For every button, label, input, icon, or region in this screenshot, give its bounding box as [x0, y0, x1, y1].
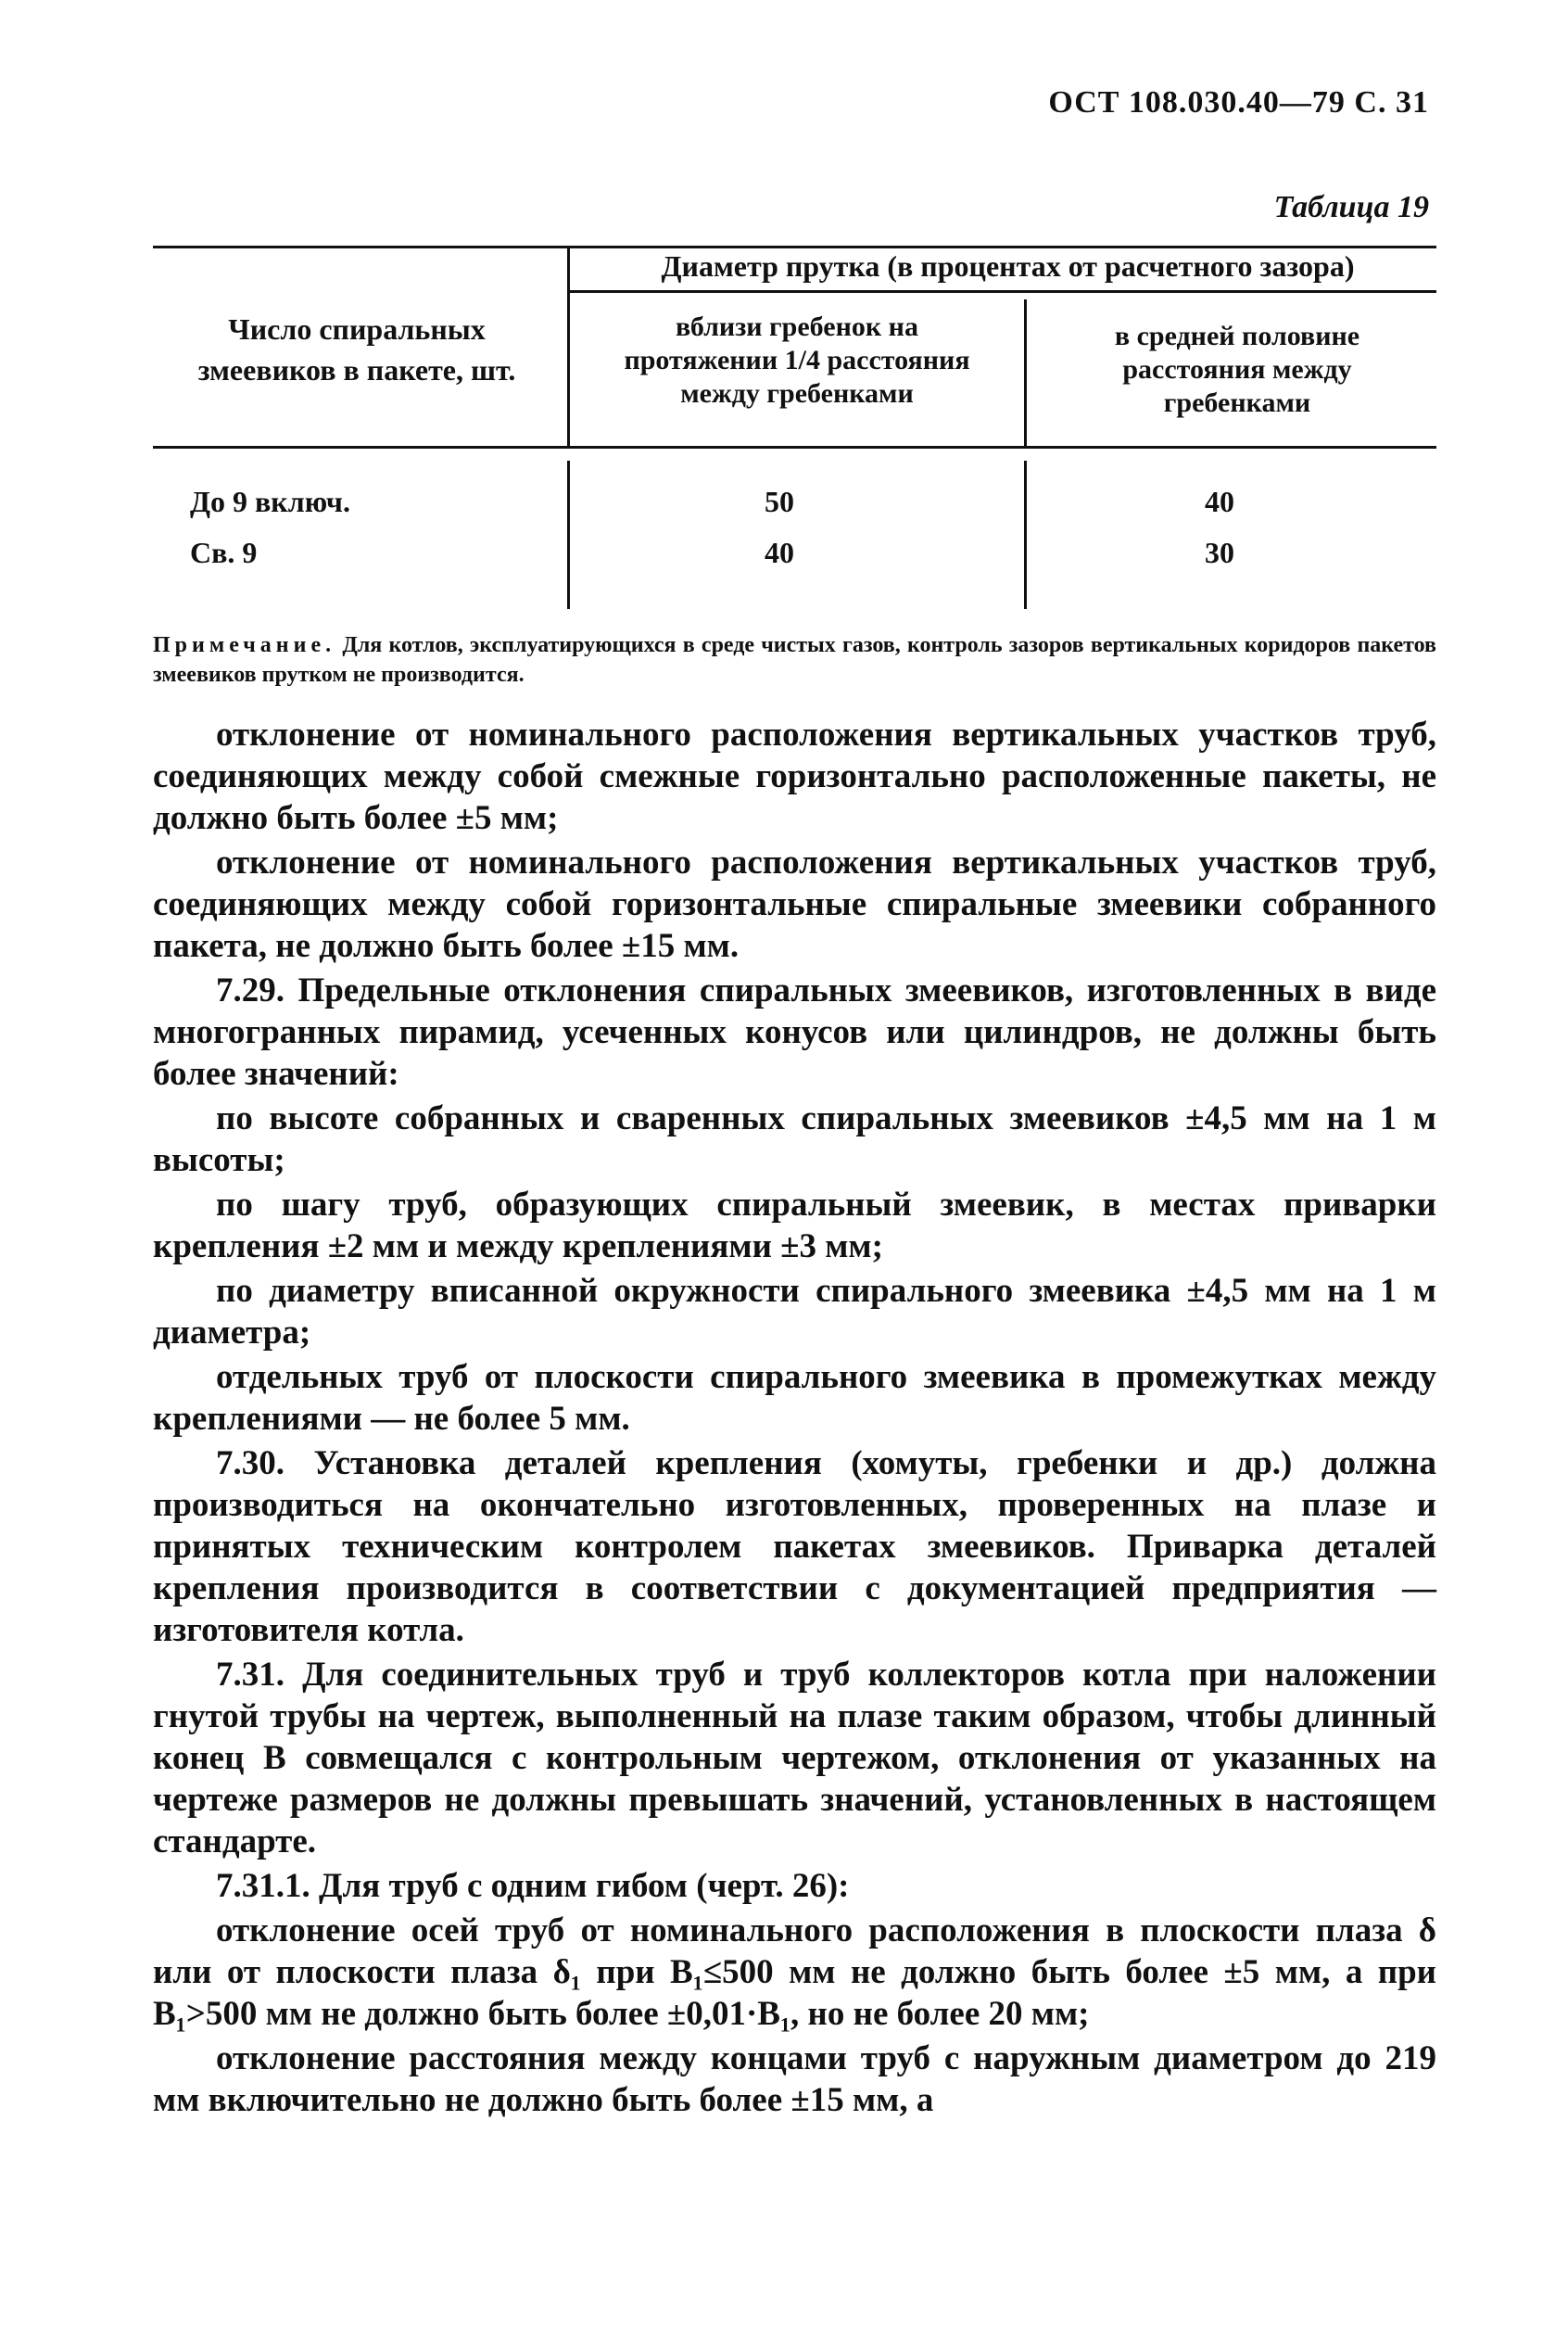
note-label: Примечание. [153, 633, 336, 657]
document-header: ОСТ 108.030.40—79 С. 31 [1048, 85, 1429, 120]
table-note [153, 630, 1436, 690]
paragraph: отклонение осей труб от номинального расположения в плоскости плаза δ или от плоскости плаза δ₁ при В₁≤500 мм не должно быть более ±5 мм, а при В₁>500 мм не должно быть более ±0,01·В₁, но не более 20 мм; [153, 1911, 1436, 2033]
paragraph: отклонение расстояния между концами труб с наружным диаметром до 219 мм включительно не должно быть более ±15 мм, а [153, 2039, 1436, 2119]
column-divider-1-bottom [567, 461, 570, 609]
table-row-1-middle: 40 [1205, 485, 1234, 518]
paragraph-7-31-1: 7.31.1. Для труб с одним гибом (черт. 26): [216, 1867, 850, 1905]
table-row-2-near: 40 [765, 536, 794, 569]
column-header-middle-half: в средней половине расстояния между гребенками [1114, 321, 1360, 418]
paragraph: по шагу труб, образующих спиральный змеевик, в местах приварки крепления ±2 мм и между креплениями ±3 мм; [153, 1186, 1436, 1265]
paragraph-7-30: 7.30. Установка деталей крепления (хомуты, гребенки и др.) должна производиться на окончательно изготовленных, проверенных на плазе и принятых техническим контролем пакетах змеевиков. Приварка деталей крепления производится в соответствии с документацией предприятия — изготовителя котла. [153, 1444, 1436, 1649]
group-header-rule [567, 290, 1436, 293]
paragraph-7-31: 7.31. Для соединительных труб и труб коллекторов котла при наложении гнутой трубы на чертеж, выполненный на плазе таким образом, чтобы длинный конец В совмещался с контрольным чертежом, отклонения от указанных на чертеже размеров не должны превышать значений, установленных в настоящем стандарте. [153, 1656, 1436, 1860]
column-divider-1-top [567, 246, 570, 446]
header-bottom-rule [153, 446, 1436, 449]
table-row-1-label: До 9 включ. [190, 485, 350, 518]
column-group-header-rod-diameter: Диаметр прутка (в процентах от расчетного зазора) [661, 249, 1355, 283]
column-header-coil-count: Число спиральных змеевиков в пакете, шт. [197, 312, 516, 387]
paragraph: отдельных труб от плоскости спирального змеевика в промежутках между креплениями — не более 5 мм. [153, 1358, 1436, 1438]
body-text [153, 714, 1436, 2124]
table-title: Таблица 19 [1273, 190, 1429, 224]
note-text: Для котлов, эксплуатирующихся в среде чистых газов, контроль зазоров вертикальных коридоров пакетов змеевиков прутком не производится. [153, 633, 1437, 687]
paragraph: по высоте собранных и сваренных спиральных змеевиков ±4,5 мм на 1 м высоты; [153, 1099, 1436, 1179]
paragraph: по диаметру вписанной окружности спирального змеевика ±4,5 мм на 1 м диаметра; [153, 1272, 1436, 1352]
column-divider-2-top [1024, 299, 1027, 446]
table-19 [153, 246, 1436, 612]
table-row-2-middle: 30 [1205, 536, 1234, 569]
table-row-1-near: 50 [765, 485, 794, 518]
column-header-near-combs: вблизи гребенок на протяжении 1/4 расстояния между гребенками [624, 311, 970, 409]
column-divider-2-bottom [1024, 461, 1027, 609]
paragraph: отклонение от номинального расположения вертикальных участков труб, соединяющих между собой смежные горизонтально расположенные пакеты, не должно быть более ±5 мм; [153, 716, 1436, 837]
paragraph-7-29: 7.29. Предельные отклонения спиральных змеевиков, изготовленных в виде многогранных пирамид, усеченных конусов или цилиндров, не должны быть более значений: [153, 971, 1436, 1093]
table-top-rule [153, 246, 1436, 248]
paragraph: отклонение от номинального расположения вертикальных участков труб, соединяющих между собой горизонтальные спиральные змеевики собранного пакета, не должно быть более ±15 мм. [153, 844, 1436, 965]
table-row-2-label: Св. 9 [190, 536, 258, 569]
